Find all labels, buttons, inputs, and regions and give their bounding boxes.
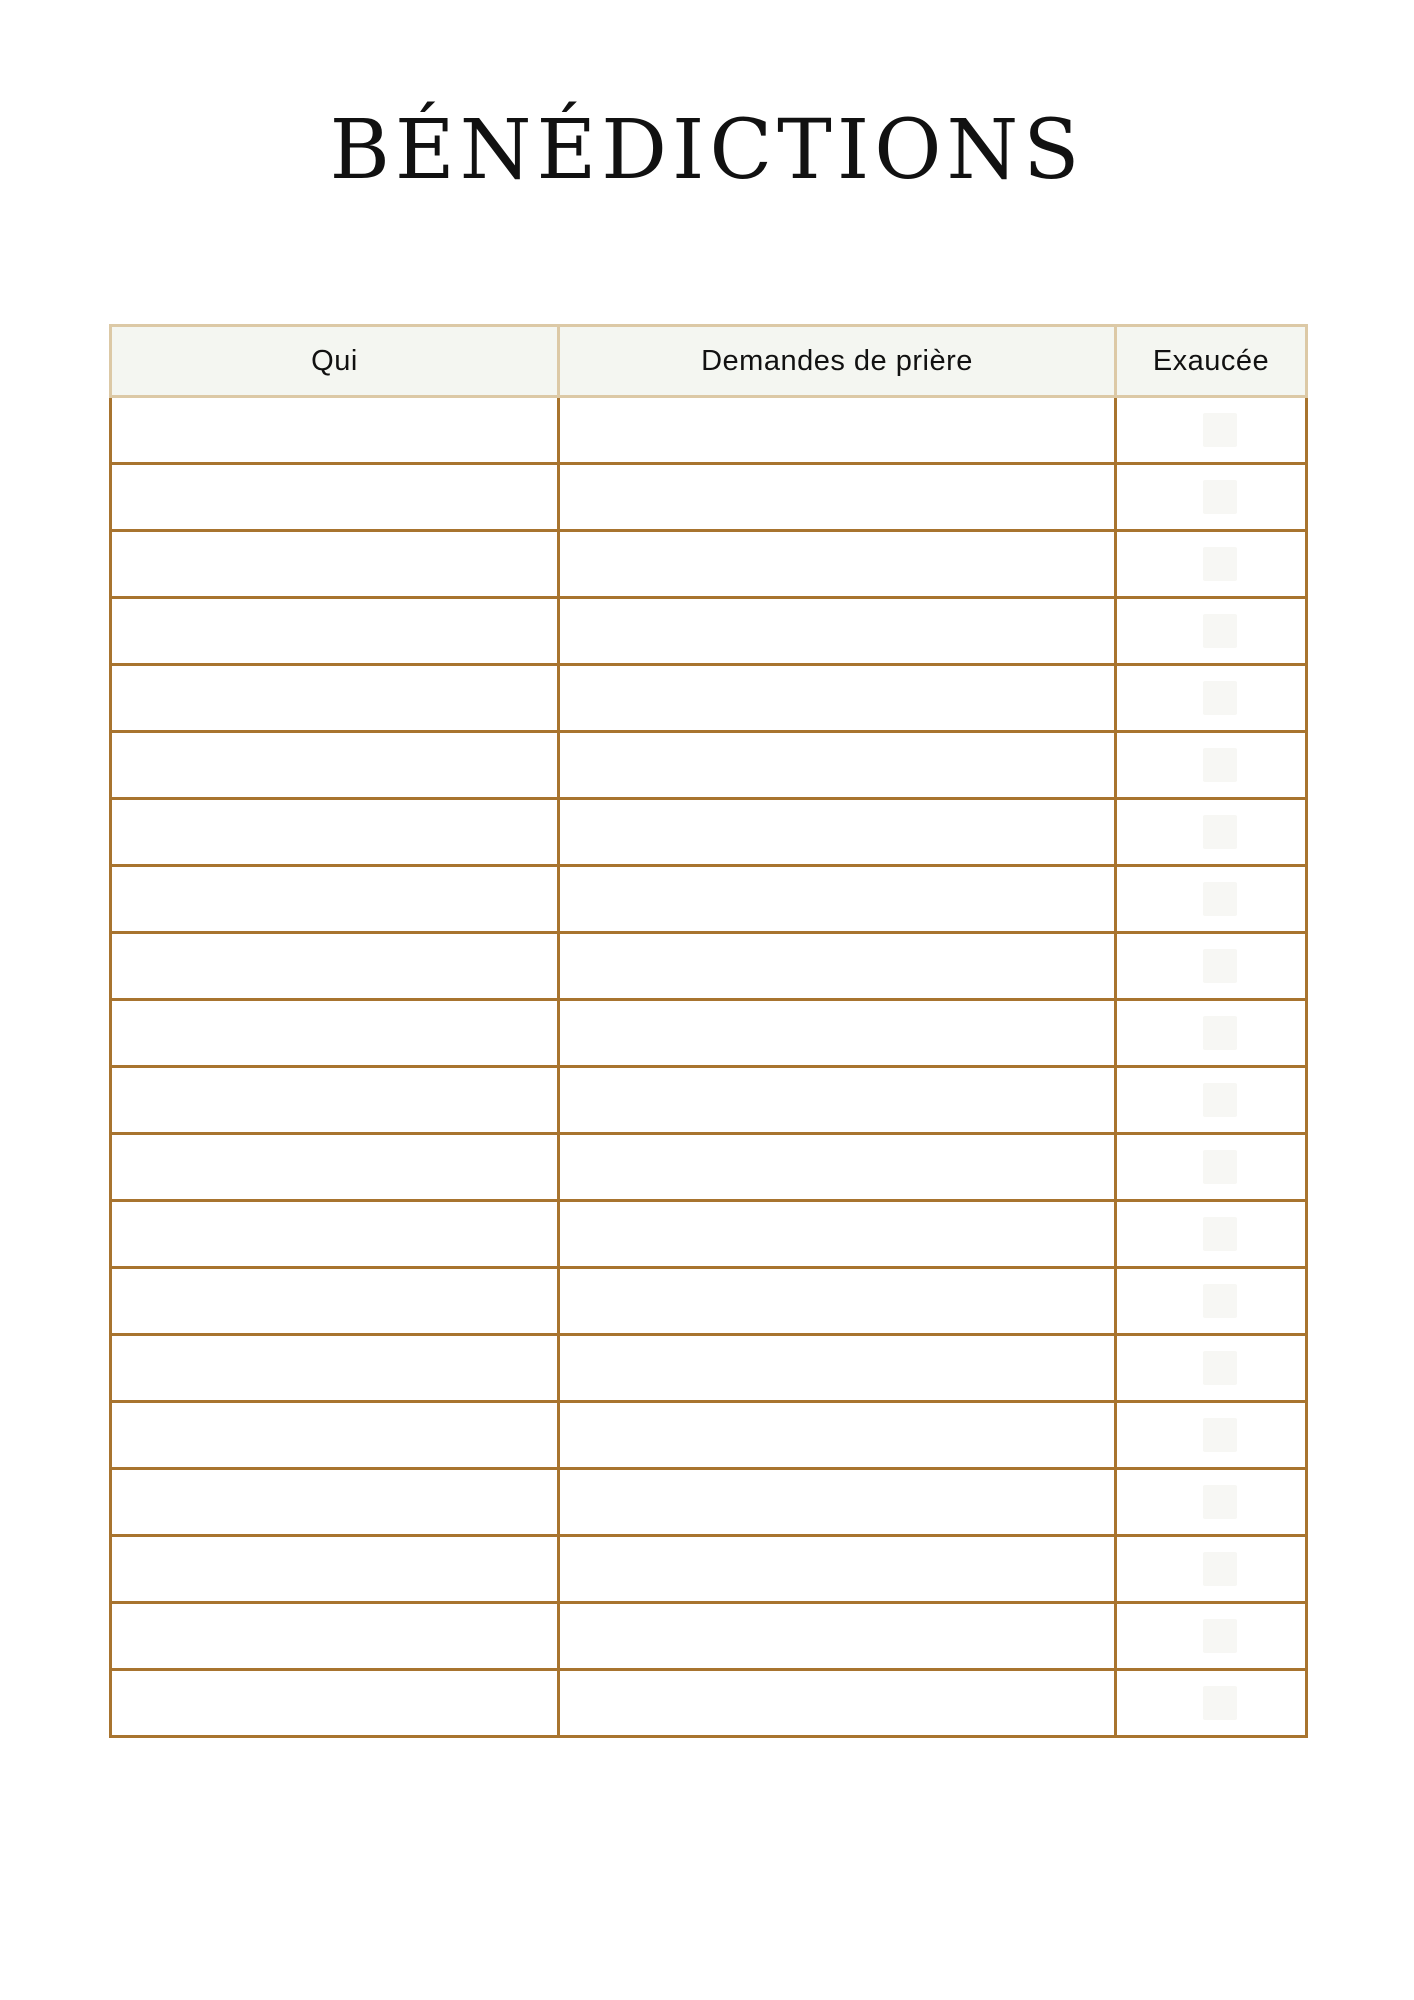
answered-cell (1116, 1469, 1307, 1536)
answered-checkbox[interactable] (1203, 748, 1237, 782)
answered-checkbox[interactable] (1203, 1619, 1237, 1653)
answered-cell (1116, 1134, 1307, 1201)
prayer-request-cell[interactable] (559, 1603, 1116, 1670)
answered-checkbox[interactable] (1203, 480, 1237, 514)
prayer-request-cell[interactable] (559, 1335, 1116, 1402)
column-header-who: Qui (111, 326, 559, 397)
prayer-request-cell[interactable] (559, 1268, 1116, 1335)
answered-cell (1116, 933, 1307, 1000)
answered-cell (1116, 665, 1307, 732)
answered-cell (1116, 732, 1307, 799)
who-cell[interactable] (111, 799, 559, 866)
answered-checkbox[interactable] (1203, 815, 1237, 849)
table-row (111, 1335, 1307, 1402)
table-row (111, 933, 1307, 1000)
prayer-request-cell[interactable] (559, 464, 1116, 531)
who-cell[interactable] (111, 1134, 559, 1201)
prayer-request-cell[interactable] (559, 1201, 1116, 1268)
prayer-table (109, 324, 1308, 1738)
column-header-requests: Demandes de prière (559, 326, 1116, 397)
answered-checkbox[interactable] (1203, 1217, 1237, 1251)
answered-checkbox[interactable] (1203, 547, 1237, 581)
who-cell[interactable] (111, 1067, 559, 1134)
who-cell[interactable] (111, 866, 559, 933)
prayer-request-cell[interactable] (559, 665, 1116, 732)
table-row (111, 866, 1307, 933)
prayer-request-cell[interactable] (559, 1134, 1116, 1201)
answered-checkbox[interactable] (1203, 1016, 1237, 1050)
table-row (111, 665, 1307, 732)
who-cell[interactable] (111, 933, 559, 1000)
prayer-request-cell[interactable] (559, 1402, 1116, 1469)
table-row (111, 1201, 1307, 1268)
table-row (111, 531, 1307, 598)
answered-cell (1116, 531, 1307, 598)
answered-cell (1116, 598, 1307, 665)
column-header-answered: Exaucée (1116, 326, 1307, 397)
who-cell[interactable] (111, 1000, 559, 1067)
table-row (111, 799, 1307, 866)
who-cell[interactable] (111, 1603, 559, 1670)
who-cell[interactable] (111, 1201, 559, 1268)
table-row (111, 1000, 1307, 1067)
answered-cell (1116, 1335, 1307, 1402)
who-cell[interactable] (111, 531, 559, 598)
answered-checkbox[interactable] (1203, 949, 1237, 983)
prayer-request-cell[interactable] (559, 531, 1116, 598)
answered-cell (1116, 1067, 1307, 1134)
prayer-request-cell[interactable] (559, 732, 1116, 799)
table-row (111, 1067, 1307, 1134)
answered-cell (1116, 1000, 1307, 1067)
table-row (111, 1536, 1307, 1603)
prayer-request-cell[interactable] (559, 933, 1116, 1000)
table-row (111, 1268, 1307, 1335)
answered-cell (1116, 1670, 1307, 1737)
answered-cell (1116, 1268, 1307, 1335)
answered-cell (1116, 1603, 1307, 1670)
table-row (111, 1402, 1307, 1469)
who-cell[interactable] (111, 1536, 559, 1603)
answered-checkbox[interactable] (1203, 1083, 1237, 1117)
answered-checkbox[interactable] (1203, 1552, 1237, 1586)
table-row (111, 1670, 1307, 1737)
answered-cell (1116, 464, 1307, 531)
table-row (111, 464, 1307, 531)
who-cell[interactable] (111, 1469, 559, 1536)
answered-checkbox[interactable] (1203, 1686, 1237, 1720)
answered-checkbox[interactable] (1203, 1150, 1237, 1184)
answered-checkbox[interactable] (1203, 1418, 1237, 1452)
answered-cell (1116, 799, 1307, 866)
table-header-row (111, 326, 1307, 397)
table-row (111, 598, 1307, 665)
prayer-request-cell[interactable] (559, 1000, 1116, 1067)
prayer-request-cell[interactable] (559, 866, 1116, 933)
answered-cell (1116, 866, 1307, 933)
prayer-request-cell[interactable] (559, 397, 1116, 464)
prayer-request-cell[interactable] (559, 598, 1116, 665)
answered-checkbox[interactable] (1203, 681, 1237, 715)
page-title: BÉNÉDICTIONS (329, 103, 1085, 198)
who-cell[interactable] (111, 397, 559, 464)
answered-cell (1116, 397, 1307, 464)
table-row (111, 1603, 1307, 1670)
answered-checkbox[interactable] (1203, 1284, 1237, 1318)
prayer-request-cell[interactable] (559, 1536, 1116, 1603)
who-cell[interactable] (111, 1268, 559, 1335)
answered-checkbox[interactable] (1203, 1351, 1237, 1385)
who-cell[interactable] (111, 732, 559, 799)
who-cell[interactable] (111, 1670, 559, 1737)
who-cell[interactable] (111, 1335, 559, 1402)
who-cell[interactable] (111, 464, 559, 531)
prayer-request-cell[interactable] (559, 799, 1116, 866)
answered-checkbox[interactable] (1203, 1485, 1237, 1519)
answered-cell (1116, 1201, 1307, 1268)
table-row (111, 1134, 1307, 1201)
prayer-request-cell[interactable] (559, 1670, 1116, 1737)
who-cell[interactable] (111, 665, 559, 732)
answered-cell (1116, 1536, 1307, 1603)
answered-checkbox[interactable] (1203, 413, 1237, 447)
table-row (111, 732, 1307, 799)
table-row (111, 397, 1307, 464)
who-cell[interactable] (111, 1402, 559, 1469)
answered-checkbox[interactable] (1203, 614, 1237, 648)
table-row (111, 1469, 1307, 1536)
prayer-request-cell[interactable] (559, 1469, 1116, 1536)
answered-checkbox[interactable] (1203, 882, 1237, 916)
who-cell[interactable] (111, 598, 559, 665)
table-body (111, 397, 1307, 1737)
answered-cell (1116, 1402, 1307, 1469)
prayer-request-cell[interactable] (559, 1067, 1116, 1134)
